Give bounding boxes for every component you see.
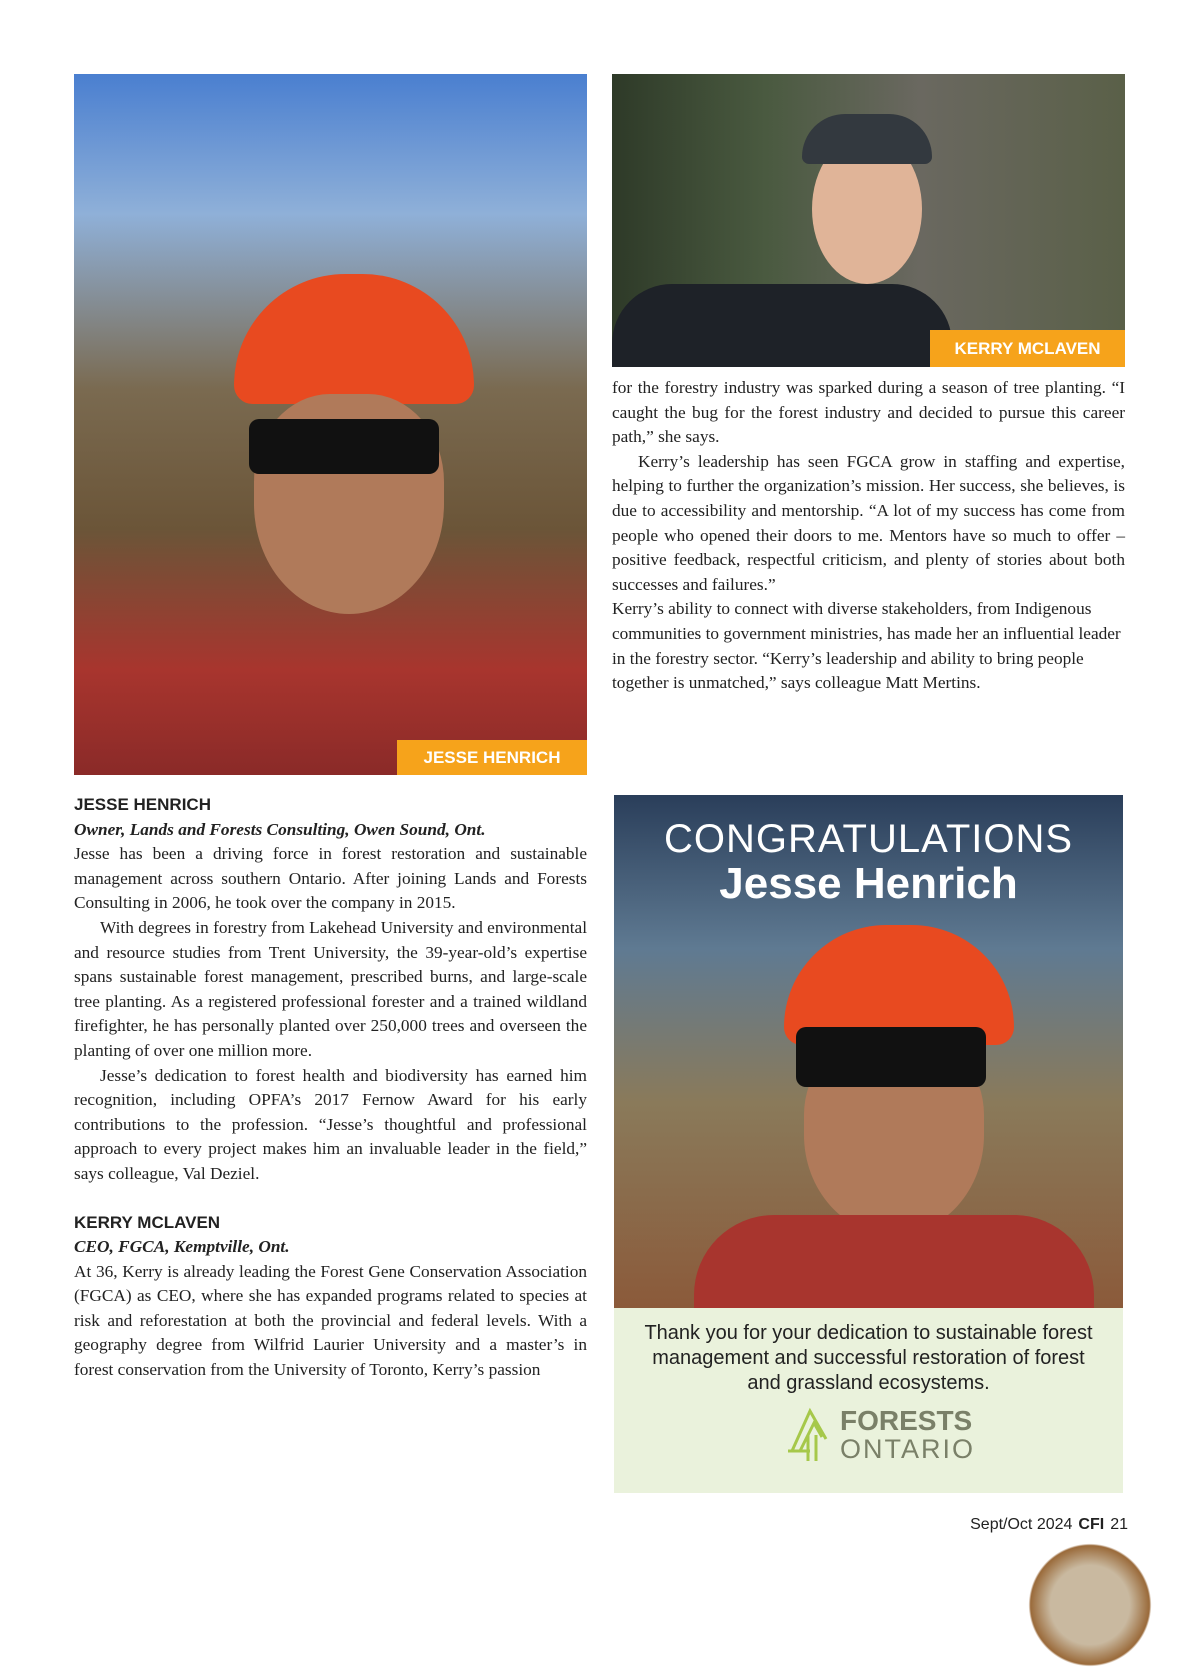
- tree-arrow-icon: [786, 1407, 834, 1463]
- jesse-heading: JESSE HENRICH: [74, 795, 211, 814]
- magazine-name: CFI: [1078, 1516, 1105, 1533]
- sunglasses: [796, 1027, 986, 1087]
- logo-line1: FORESTS: [840, 1405, 973, 1436]
- jesse-paragraph: Jesse has been a driving force in forest restoration and sustainable management across southern Ontario. After joining Lands and Forests Consulting in 2006, he took over the company in 2015.: [74, 844, 587, 913]
- shirt: [694, 1215, 1094, 1308]
- forests-ontario-ad: [614, 795, 1123, 1493]
- ad-message: Thank you for your dedication to sustainable forest management and successful restoration of forest and grassland ecosystems.: [644, 1322, 1093, 1394]
- cap: [802, 114, 932, 164]
- jesse-subtitle: Owner, Lands and Forests Consulting, Owen Sound, Ont.: [74, 819, 486, 839]
- sunglasses: [249, 419, 439, 474]
- kerry-paragraph: Kerry’s ability to connect with diverse stakeholders, from Indigenous communities to government ministries, has made her an influential leader in the forestry sector. “Kerry’s leadership and ability to bring people together is unmatched,” says colleague Matt Mertins.: [612, 599, 1121, 693]
- kerry-paragraph: At 36, Kerry is already leading the Forest Gene Conservation Association (FGCA) as CEO, where she has expanded programs related to species at risk and reforestation at both the provincial and federal levels. With a geography degree from Wilfrid Laurier University and a master’s in forest conservation from the University of Toronto, Kerry’s passion: [74, 1261, 587, 1380]
- page-footer: [970, 1516, 1128, 1534]
- issue-date: Sept/Oct 2024: [970, 1516, 1073, 1533]
- jesse-paragraph: Jesse’s dedication to forest health and biodiversity has earned him recognition, including OPFA’s 2017 Fernow Award for his early contributions to the profession. “Jesse’s thoughtful and professional approach to every project makes him an invaluable leader in the field,” says colleague, Val Deziel.: [74, 1065, 587, 1183]
- jesse-paragraph: With degrees in forestry from Lakehead University and environmental and resource studies from Trent University, the 39-year-old’s expertise spans sustainable forest management, prescribed burns, and large-scale tree planting. As a registered professional forester and a trained wildland firefighter, he has personally planted over 250,000 trees and overseen the planting of over one million more.: [74, 917, 587, 1060]
- kerry-subtitle: CEO, FGCA, Kemptville, Ont.: [74, 1237, 290, 1257]
- forests-ontario-logo: [786, 1407, 975, 1463]
- kerry-heading: KERRY MCLAVEN: [74, 1212, 221, 1232]
- ad-photo: [614, 795, 1123, 1308]
- page-number: 21: [1110, 1516, 1128, 1533]
- right-column: [612, 376, 1125, 696]
- jesse-henrich-photo: [74, 74, 587, 775]
- kerry-photo-label: KERRY MCLAVEN: [930, 330, 1125, 367]
- kerry-mclaven-photo: [612, 74, 1125, 367]
- logo-line2: ONTARIO: [840, 1434, 975, 1464]
- jesse-photo-label: JESSE HENRICH: [397, 740, 587, 775]
- jacket: [612, 284, 952, 367]
- ad-title: CONGRATULATIONS: [663, 817, 1074, 861]
- kerry-paragraph: Kerry’s leadership has seen FGCA grow in staffing and expertise, helping to further the organization’s mission. Her success, she believes, is due to accessibility and mentorship. “A lot of my success has come from people who opened their doors to me. Mentors have so much to offer – positive feedback, respectful criticism, and plenty of stories about both successes and failures.”: [612, 451, 1125, 594]
- left-column: [74, 793, 587, 1383]
- helmet: [234, 274, 474, 404]
- saw-blade-decoration: [1020, 1535, 1160, 1675]
- kerry-paragraph: for the forestry industry was sparked during a season of tree planting. “I caught the bug for the forest industry and decided to pursue this career path,” she says.: [612, 378, 1125, 447]
- ad-name: Jesse Henrich: [719, 859, 1018, 908]
